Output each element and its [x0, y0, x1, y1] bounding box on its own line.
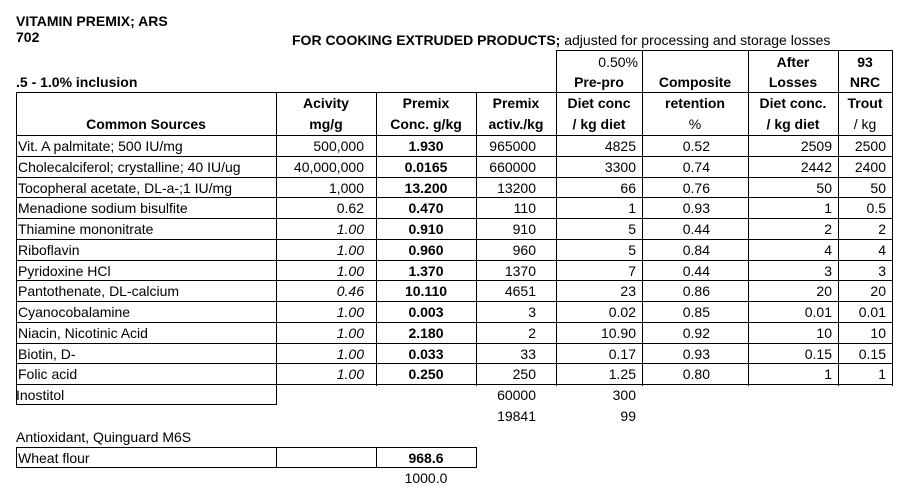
source-cell: Tocopheral acetate, DL-a-;1 IU/mg — [18, 180, 232, 196]
after-cell: 2442 — [800, 159, 832, 175]
header-nrc-2: NRC — [849, 74, 881, 90]
title-line1: VITAMIN PREMIX; ARS — [16, 13, 168, 29]
header-nrc-1: 93 — [857, 54, 873, 70]
after-cell: 2509 — [800, 138, 832, 154]
nrc-cell: 0.15 — [858, 346, 886, 362]
prepro-cell: 23 — [620, 283, 636, 299]
premix-conc-cell: 0.003 — [408, 304, 444, 320]
subtitle-bold: FOR COOKING EXTRUDED PRODUCTS; — [292, 32, 561, 48]
retention-cell: 0.85 — [682, 304, 710, 320]
nrc-cell: 2500 — [854, 138, 886, 154]
header-after-1: After — [776, 54, 810, 70]
retention-cell: 0.76 — [682, 180, 710, 196]
nrc-cell: 4 — [878, 242, 886, 258]
retention-cell: 0.74 — [682, 159, 710, 175]
activity-cell: 1.00 — [336, 263, 364, 279]
prepro-cell: 3300 — [604, 159, 636, 175]
antioxidant-label: Antioxidant, Quinguard M6S — [16, 429, 192, 445]
after-cell: 20 — [816, 283, 832, 299]
header-premix-activ-1: Premix — [492, 95, 540, 111]
header-retention-1: Composite — [658, 74, 732, 90]
nrc-cell: 0.5 — [866, 200, 886, 216]
activity-cell: 1.00 — [336, 242, 364, 258]
source-cell: Cyanocobalamine — [18, 304, 131, 320]
nrc-cell: 2 — [878, 221, 886, 237]
prepro-cell: 0.17 — [608, 346, 636, 362]
header-prepro-pct: 0.50% — [598, 54, 638, 70]
subtitle — [292, 32, 830, 48]
source-cell: Niacin, Nicotinic Acid — [18, 325, 148, 341]
prepro-cell: 10.90 — [600, 325, 636, 341]
premix-conc-cell: 0.910 — [408, 221, 444, 237]
prepro-cell: 1.25 — [608, 366, 636, 382]
premix-conc-cell: 0.250 — [408, 366, 444, 382]
prepro-cell: 1 — [628, 200, 636, 216]
header-after-4: / kg diet — [766, 116, 820, 132]
header-common-sources: Common Sources — [86, 116, 206, 132]
subtitle-rest: adjusted for processing and storage losses — [560, 32, 831, 48]
activity-cell: 1.00 — [336, 325, 364, 341]
source-cell: Thiamine mononitrate — [18, 221, 154, 237]
header-nrc-4: / kg — [853, 116, 877, 132]
premix-conc-cell: 1.930 — [408, 138, 444, 154]
total-conc: 1000.0 — [404, 470, 448, 486]
activity-cell: 0.62 — [336, 200, 364, 216]
title-line2: 702 — [16, 29, 40, 45]
premix-conc-cell: 2.180 — [408, 325, 444, 341]
retention-cell: 0.93 — [682, 200, 710, 216]
activity-cell: 40,000,000 — [293, 159, 364, 175]
header-activity-2: mg/g — [309, 116, 343, 132]
extra-prepro: 99 — [620, 408, 636, 424]
after-cell: 1 — [824, 200, 832, 216]
inositol-activ: 60000 — [497, 387, 536, 403]
premix-conc-cell: 10.110 — [404, 283, 448, 299]
after-cell: 1 — [824, 366, 832, 382]
inositol-prepro: 300 — [612, 387, 636, 403]
header-retention-2: retention — [665, 95, 725, 111]
premix-activ-cell: 13200 — [497, 180, 536, 196]
header-nrc-3: Trout — [847, 95, 883, 111]
nrc-cell: 3 — [878, 263, 886, 279]
retention-cell: 0.92 — [682, 325, 710, 341]
activity-cell: 1,000 — [328, 180, 364, 196]
premix-activ-cell: 960 — [512, 242, 536, 258]
activity-cell: 500,000 — [313, 138, 364, 154]
premix-activ-cell: 2 — [528, 325, 536, 341]
after-cell: 0.15 — [804, 346, 832, 362]
premix-conc-cell: 0.0165 — [404, 159, 448, 175]
retention-cell: 0.86 — [682, 283, 710, 299]
activity-cell: 1.00 — [336, 221, 364, 237]
activity-cell: 1.00 — [336, 366, 364, 382]
premix-activ-cell: 3 — [528, 304, 536, 320]
nrc-cell: 1 — [878, 366, 886, 382]
extra-activ: 19841 — [497, 408, 536, 424]
header-prepro-2: Diet conc — [567, 95, 631, 111]
prepro-cell: 7 — [628, 263, 636, 279]
header-activity-1: Acivity — [303, 95, 349, 111]
after-cell: 50 — [816, 180, 832, 196]
retention-cell: 0.44 — [682, 221, 710, 237]
premix-conc-cell: 1.370 — [408, 263, 444, 279]
prepro-cell: 66 — [620, 180, 636, 196]
premix-activ-cell: 33 — [520, 346, 536, 362]
wheat-conc: 968.6 — [408, 450, 444, 466]
retention-cell: 0.52 — [682, 138, 710, 154]
premix-conc-cell: 0.033 — [408, 346, 444, 362]
source-cell: Pyridoxine HCl — [18, 263, 111, 279]
source-cell: Biotin, D- — [18, 346, 76, 362]
wheat-label: Wheat flour — [18, 450, 90, 466]
header-premix-conc-1: Premix — [402, 95, 450, 111]
header-prepro-1: Pre-pro — [574, 74, 624, 90]
inositol-label: Inostitol — [16, 387, 65, 403]
prepro-cell: 5 — [628, 221, 636, 237]
prepro-cell: 5 — [628, 242, 636, 258]
source-cell: Cholecalciferol; crystalline; 40 IU/ug — [18, 159, 241, 175]
premix-conc-cell: 0.470 — [408, 200, 444, 216]
retention-cell: 0.93 — [682, 346, 710, 362]
prepro-cell: 4825 — [604, 138, 636, 154]
nrc-cell: 20 — [870, 283, 886, 299]
activity-cell: 1.00 — [336, 346, 364, 362]
premix-activ-cell: 110 — [513, 200, 536, 216]
header-premix-activ-2: activ./kg — [488, 116, 544, 132]
header-prepro-3: / kg diet — [572, 116, 626, 132]
header-premix-conc-2: Conc. g/kg — [390, 116, 462, 132]
premix-activ-cell: 1370 — [504, 263, 536, 279]
header-retention-3: % — [688, 116, 702, 132]
retention-cell: 0.80 — [682, 366, 710, 382]
nrc-cell: 50 — [870, 180, 886, 196]
after-cell: 3 — [824, 263, 832, 279]
premix-conc-cell: 0.960 — [408, 242, 444, 258]
premix-activ-cell: 660000 — [489, 159, 536, 175]
source-cell: Menadione sodium bisulfite — [18, 200, 188, 216]
source-cell: Folic acid — [18, 366, 78, 382]
premix-activ-cell: 4651 — [504, 283, 536, 299]
retention-cell: 0.44 — [682, 263, 710, 279]
inclusion-label: .5 - 1.0% inclusion — [16, 74, 138, 90]
nrc-cell: 2400 — [854, 159, 886, 175]
header-after-2: Losses — [768, 74, 818, 90]
after-cell: 0.01 — [804, 304, 832, 320]
nrc-cell: 10 — [870, 325, 886, 341]
premix-activ-cell: 910 — [512, 221, 536, 237]
premix-conc-cell: 13.200 — [404, 180, 448, 196]
activity-cell: 1.00 — [336, 304, 364, 320]
source-cell: Vit. A palmitate; 500 IU/mg — [18, 138, 183, 154]
source-cell: Riboflavin — [18, 242, 80, 258]
after-cell: 2 — [824, 221, 832, 237]
after-cell: 4 — [824, 242, 832, 258]
retention-cell: 0.84 — [682, 242, 710, 258]
premix-activ-cell: 965000 — [489, 138, 536, 154]
source-cell: Pantothenate, DL-calcium — [18, 283, 180, 299]
header-after-3: Diet conc. — [759, 95, 827, 111]
activity-cell: 0.46 — [336, 283, 364, 299]
prepro-cell: 0.02 — [608, 304, 636, 320]
premix-activ-cell: 250 — [512, 366, 536, 382]
nrc-cell: 0.01 — [858, 304, 886, 320]
after-cell: 10 — [816, 325, 832, 341]
